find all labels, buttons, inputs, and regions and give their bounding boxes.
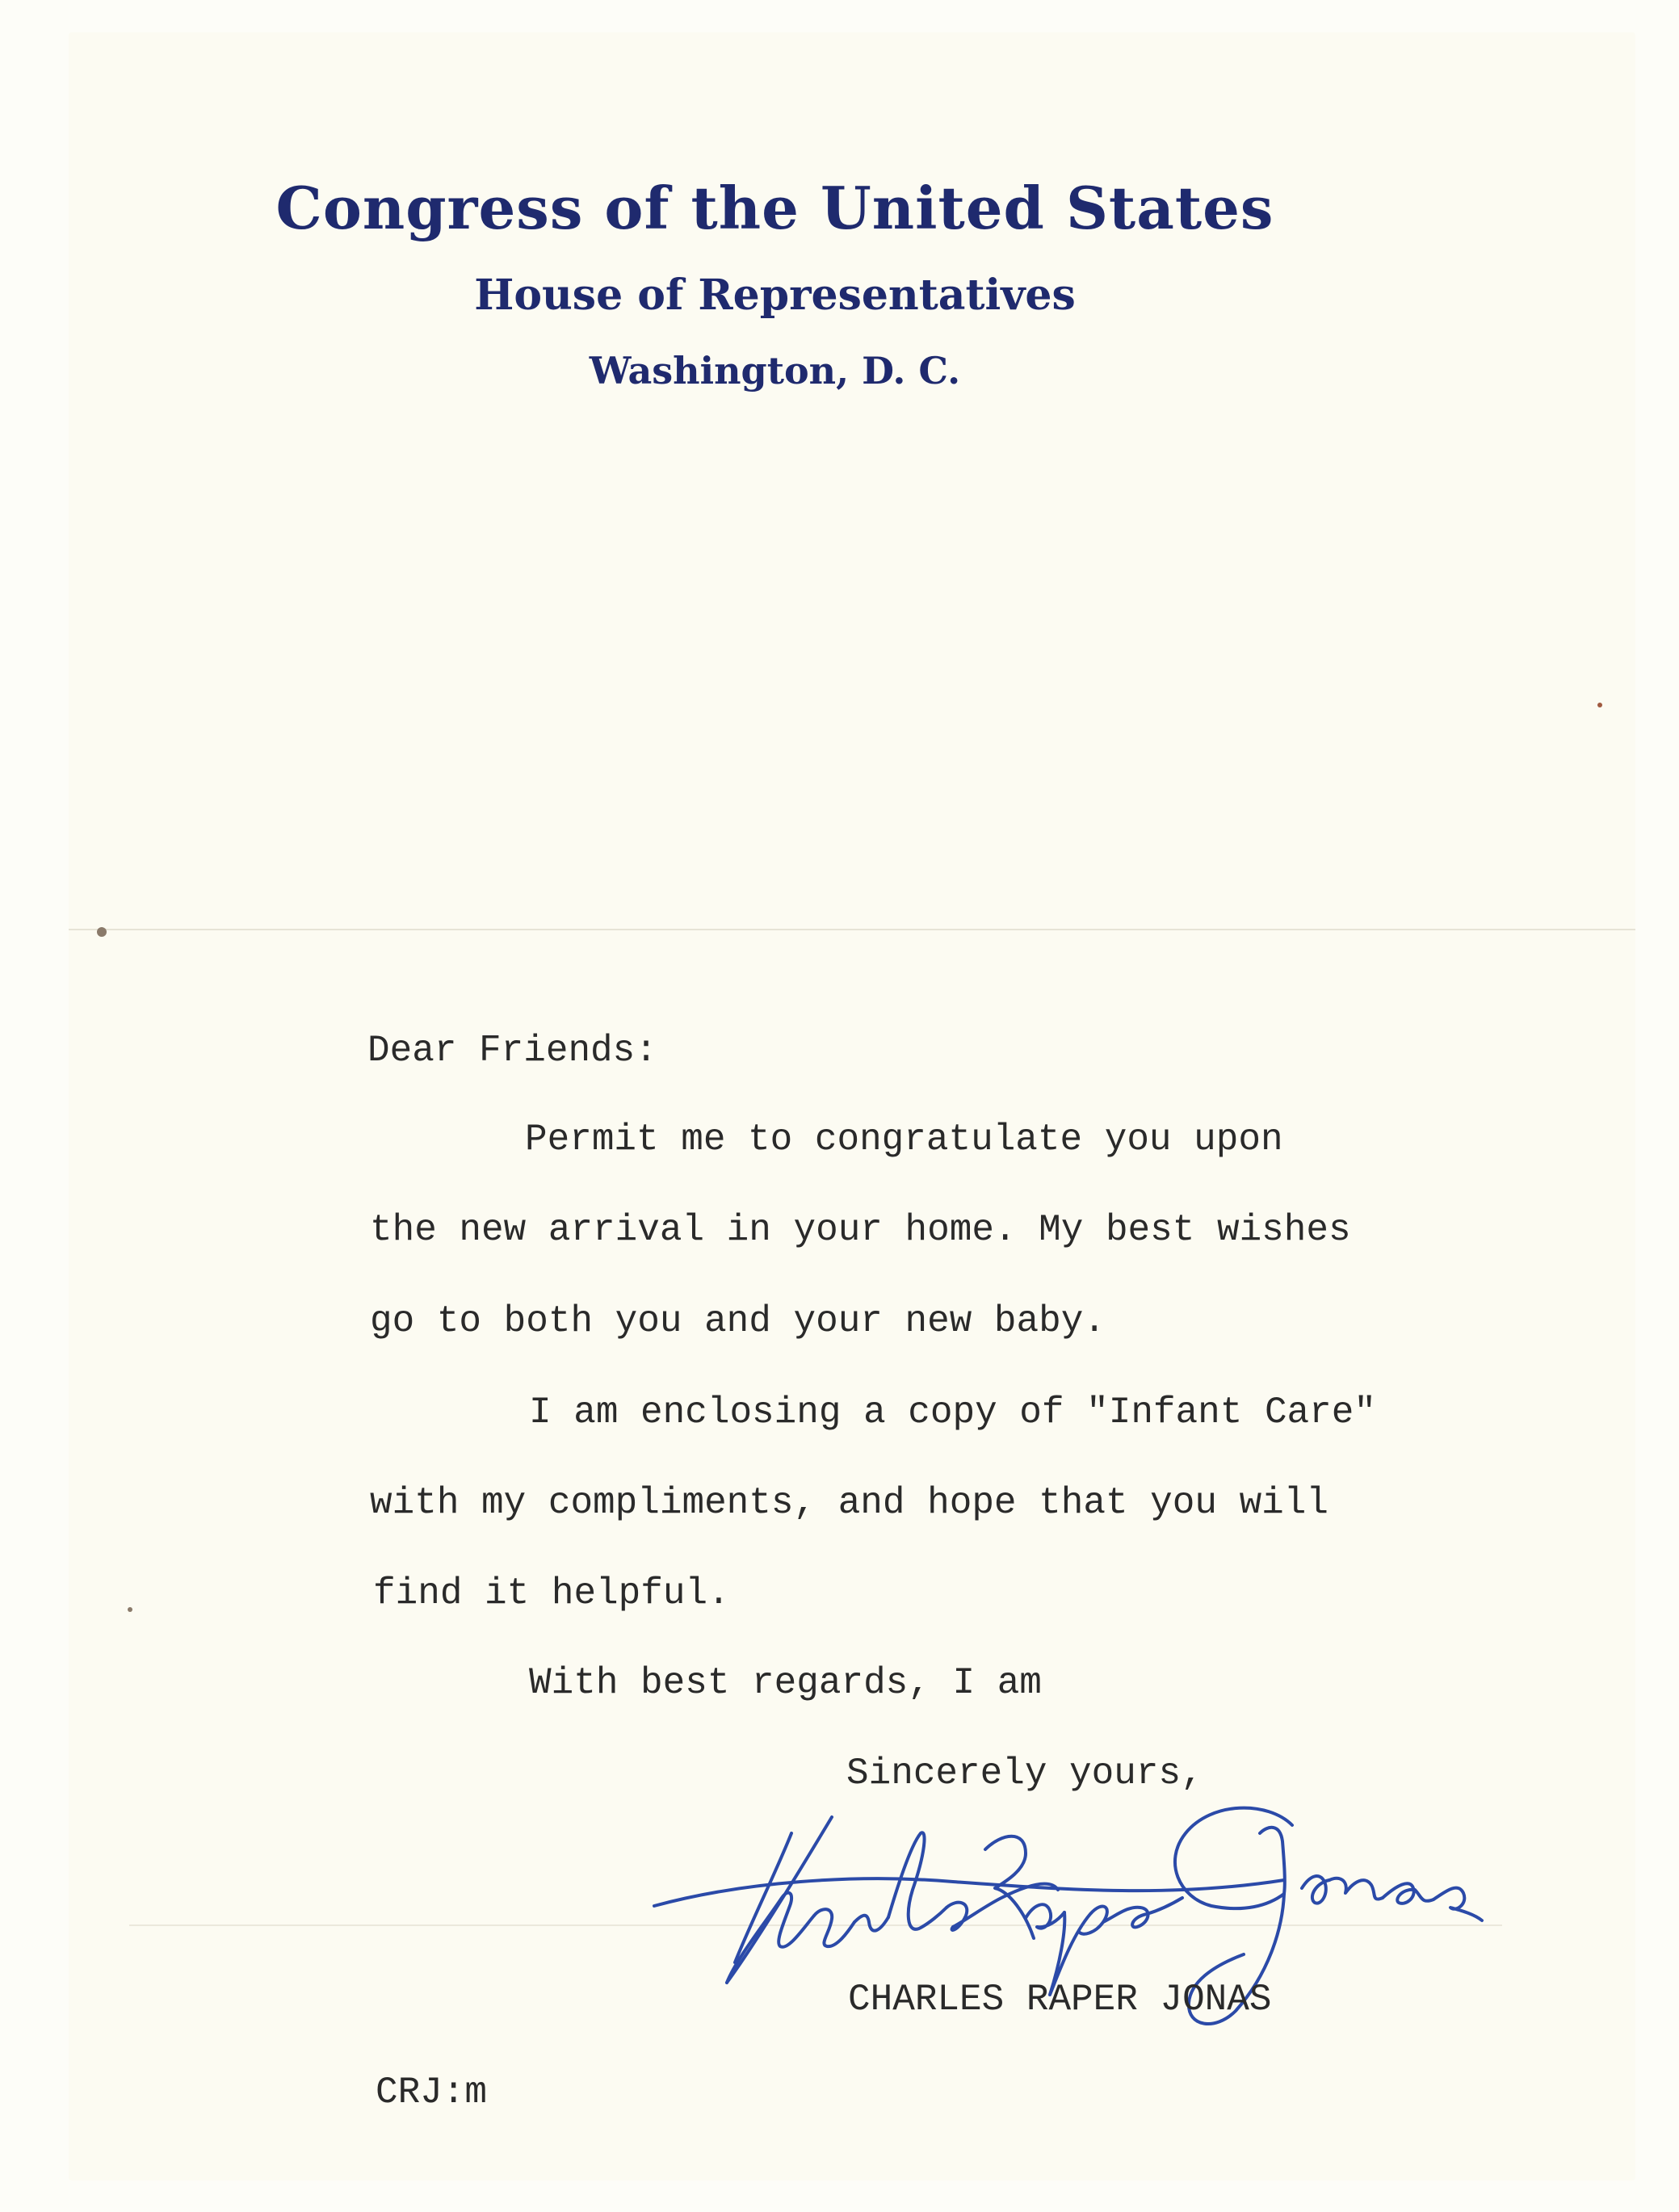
- body-line: find it helpful.: [373, 1572, 730, 1614]
- body-line: go to both you and your new baby.: [370, 1300, 1106, 1342]
- paper-speck: [128, 1607, 132, 1612]
- paper-speck: [97, 927, 107, 937]
- body-line: Permit me to congratulate you upon: [525, 1119, 1283, 1161]
- reference-initials: CRJ:m: [376, 2071, 488, 2113]
- typed-name: CHARLES RAPER JONAS: [848, 1979, 1272, 2021]
- body-line: I am enclosing a copy of "Infant Care": [529, 1391, 1376, 1433]
- letterhead-subtitle: House of Representatives: [474, 271, 1076, 320]
- closing: Sincerely yours,: [846, 1752, 1203, 1794]
- letterhead-location: Washington, D. C.: [589, 349, 961, 392]
- salutation: Dear Friends:: [367, 1030, 657, 1072]
- letterhead-title: Congress of the United States: [275, 174, 1274, 242]
- fold-line: [69, 929, 1635, 930]
- body-line: with my compliments, and hope that you will: [370, 1482, 1329, 1524]
- body-line: With best regards, I am: [529, 1662, 1042, 1704]
- paper-speck: [1597, 703, 1602, 707]
- body-line: the new arrival in your home. My best wishes: [370, 1209, 1351, 1251]
